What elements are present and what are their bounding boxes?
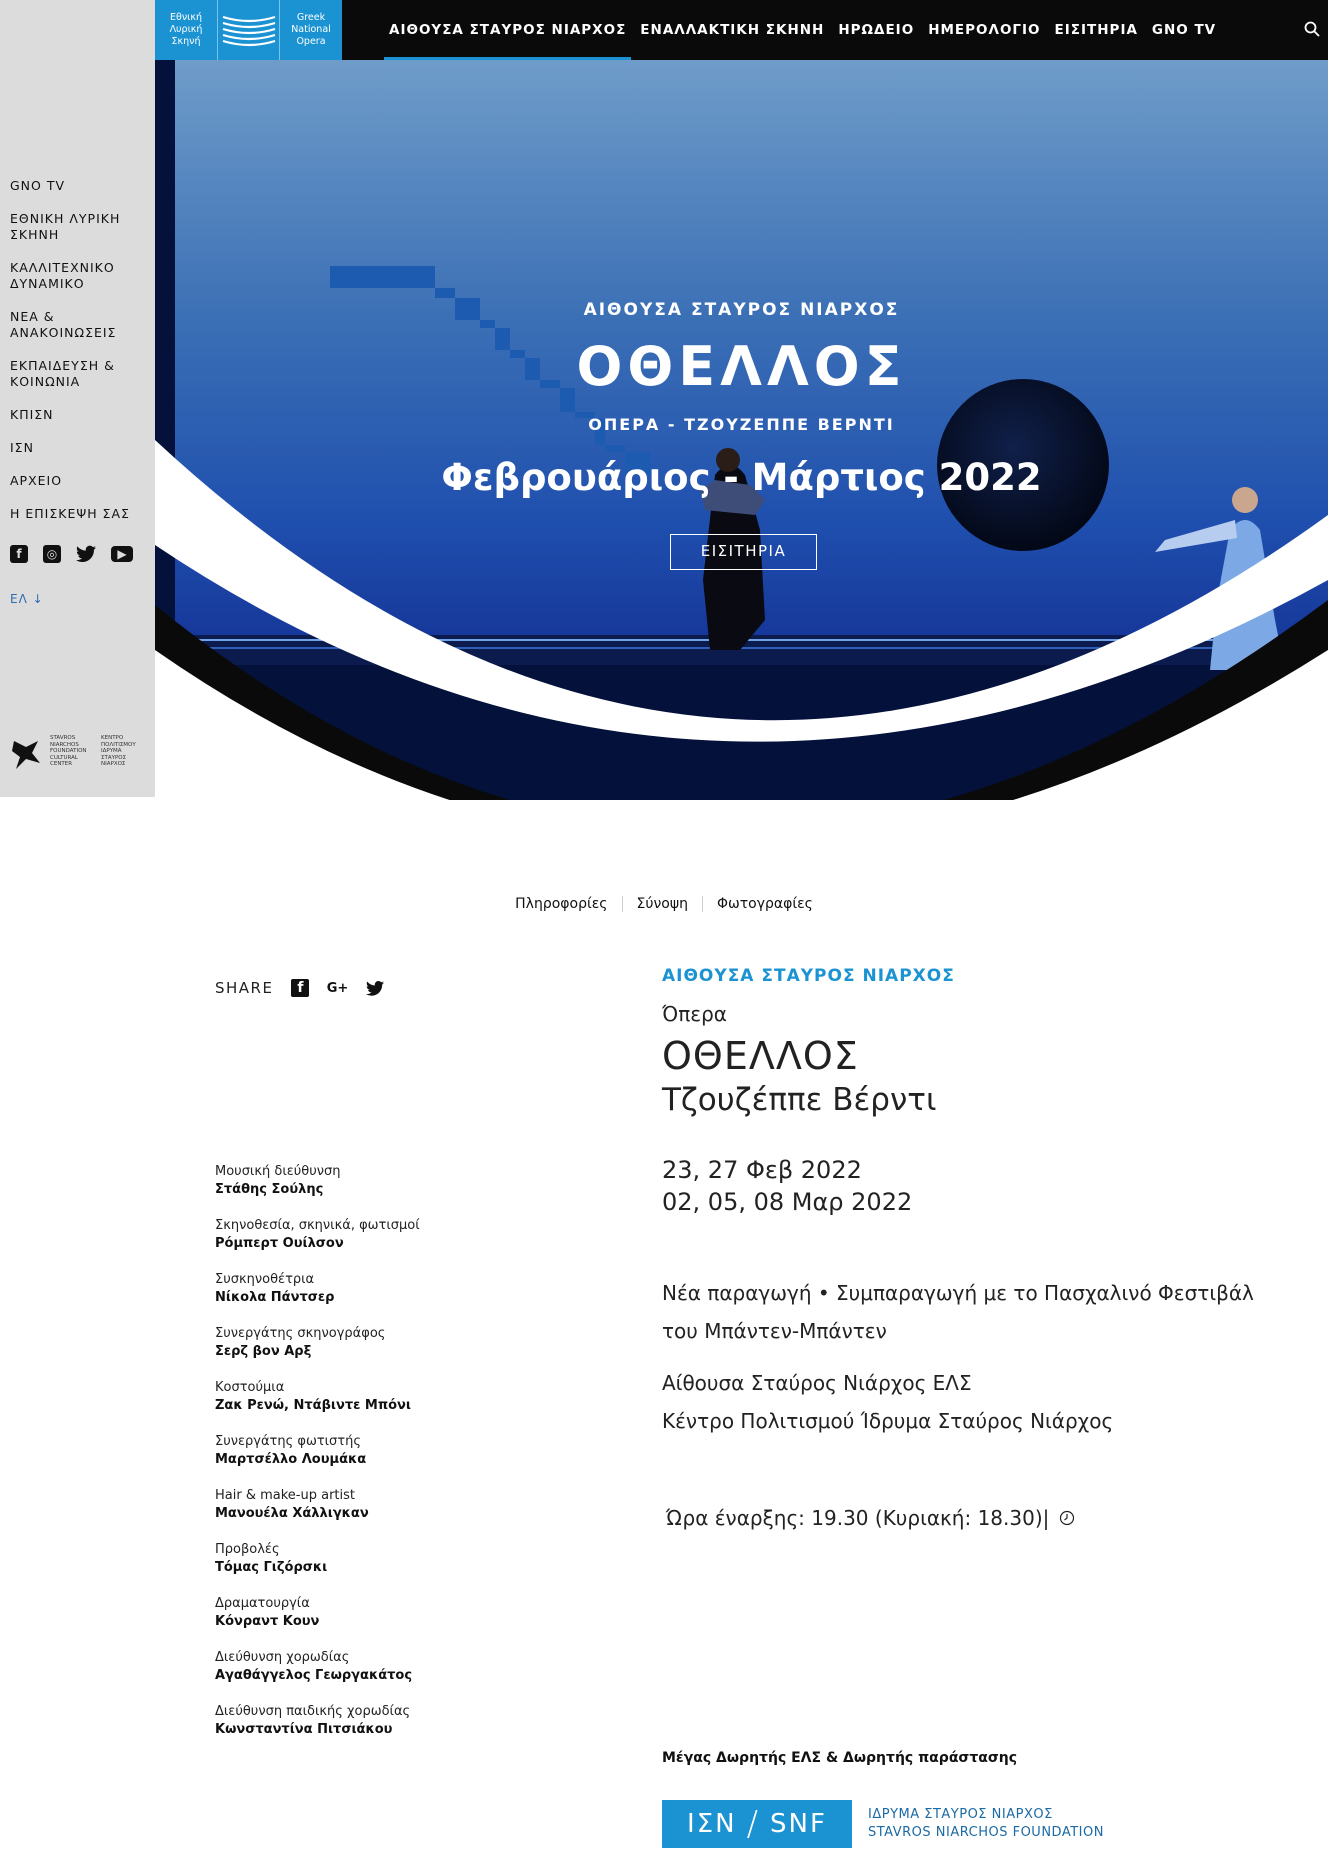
snfcc-mark-icon — [10, 735, 44, 775]
facebook-icon[interactable]: f — [10, 545, 28, 563]
credit-name: Μαρτσέλλο Λουμάκα — [215, 1452, 367, 1467]
credit-item — [215, 1649, 515, 1685]
info-production: Νέα παραγωγή • Συμπαραγωγή με το Πασχαλινό Φεστιβάλ του Μπάντεν-Μπάντεν — [662, 1281, 1254, 1343]
snfcc-text-gr: ΚΕΝΤΡΟ ΠΟΛΙΤΙΣΜΟΥ ΙΔΡΥΜΑ ΣΤΑΥΡΟΣ ΝΙΑΡΧΟΣ — [101, 735, 136, 767]
credit-item — [215, 1541, 515, 1577]
credit-role: Συσκηνοθέτρια — [215, 1272, 315, 1287]
info-place — [662, 1364, 1282, 1440]
credits-list — [215, 1163, 515, 1757]
performance-info — [662, 966, 1282, 1530]
logo-wave-icon — [217, 0, 280, 60]
credit-name: Στάθης Σούλης — [215, 1182, 324, 1197]
hero-venue: ΑΙΘΟΥΣΑ ΣΤΑΥΡΟΣ ΝΙΑΡΧΟΣ — [583, 300, 900, 320]
credit-name: Αγαθάγγελος Γεωργακάτος — [215, 1668, 413, 1683]
logo-text-english: Greek National Opera — [280, 0, 342, 60]
start-time-text: Ώρα έναρξης: 19.30 (Κυριακή: 18.30)| — [666, 1506, 1050, 1530]
sidebar-item-visit[interactable]: Η ΕΠΙΣΚΕΨΗ ΣΑΣ — [10, 506, 130, 521]
top-nav-menu — [389, 0, 1216, 60]
credit-name: Τόμας Γιζόρσκι — [215, 1560, 328, 1575]
credit-item — [215, 1487, 515, 1523]
hero-title: ΟΘΕΛΛΟΣ — [576, 335, 907, 398]
sidebar — [0, 0, 155, 797]
sidebar-item-national-opera[interactable]: ΕΘΝΙΚΗ ΛΥΡΙΚΗ ΣΚΗΝΗ — [10, 211, 121, 242]
credit-item — [215, 1271, 515, 1307]
nav-stavros-niarchos-hall[interactable]: ΑΙΘΟΥΣΑ ΣΤΑΥΡΟΣ ΝΙΑΡΧΟΣ — [389, 0, 626, 60]
sidebar-item-snfcc[interactable]: ΚΠΙΣΝ — [10, 407, 54, 422]
snf-name — [868, 1806, 1104, 1842]
credit-role: Μουσική διεύθυνση — [215, 1164, 341, 1179]
search-icon[interactable] — [1304, 21, 1320, 37]
info-venue[interactable]: ΑΙΘΟΥΣΑ ΣΤΑΥΡΟΣ ΝΙΑΡΧΟΣ — [662, 966, 955, 986]
credit-item — [215, 1703, 515, 1739]
credit-role: Σκηνοθεσία, σκηνικά, φωτισμοί — [215, 1218, 420, 1233]
sidebar-item-archive[interactable]: ΑΡΧΕΙΟ — [10, 473, 63, 488]
credit-role: Προβολές — [215, 1542, 280, 1557]
tab-synopsis[interactable]: Σύνοψη — [622, 896, 702, 912]
snf-logo-slash-icon: / — [746, 1804, 761, 1844]
credit-role: Συνεργάτης σκηνογράφος — [215, 1326, 386, 1341]
tickets-button[interactable]: ΕΙΣΙΤΗΡΙΑ — [670, 534, 817, 570]
sidebar-nav — [10, 178, 150, 539]
gno-logo[interactable] — [155, 0, 342, 60]
share-googleplus-icon[interactable]: G+ — [326, 980, 349, 996]
hero-dates: Φεβρουάριος - Μάρτιος 2022 — [441, 456, 1042, 499]
snf-name-en: STAVROS NIARCHOS FOUNDATION — [868, 1825, 1104, 1840]
credit-name: Ζακ Ρενώ, Ντάβιντε Μπόνι — [215, 1398, 411, 1413]
top-navigation-bar — [155, 0, 1328, 60]
share-twitter-icon[interactable] — [365, 978, 385, 998]
clock-icon — [1059, 1510, 1075, 1526]
language-switcher[interactable]: ΕΛ ↓ — [10, 592, 44, 606]
social-links — [10, 545, 133, 563]
credit-name: Μανουέλα Χάλλιγκαν — [215, 1506, 369, 1521]
snf-logo-gr: ΙΣΝ — [687, 1809, 737, 1839]
info-start-time — [662, 1506, 1282, 1530]
credit-item — [215, 1163, 515, 1199]
nav-calendar[interactable]: ΗΜΕΡΟΛΟΓΙΟ — [928, 22, 1041, 38]
tab-info[interactable]: Πληροφορίες — [515, 896, 608, 912]
sidebar-item-artistic-staff[interactable]: ΚΑΛΛΙΤΕΧΝΙΚΟ ΔΥΝΑΜΙΚΟ — [10, 260, 115, 291]
donor-label: Μέγας Δωρητής ΕΛΣ & Δωρητής παράστασης — [662, 1750, 1018, 1766]
info-genre: Όπερα — [662, 1002, 727, 1026]
logo-text-greek: Εθνική Λυρική Σκηνή — [155, 0, 217, 60]
share-facebook-icon[interactable]: f — [291, 979, 309, 997]
info-dates-line2: 02, 05, 08 Μαρ 2022 — [662, 1188, 913, 1216]
credit-name: Νίκολα Πάντσερ — [215, 1290, 335, 1305]
credit-item — [215, 1433, 515, 1469]
info-title: ΟΘΕΛΛΟΣ — [662, 1034, 859, 1078]
instagram-icon[interactable]: ◎ — [43, 545, 61, 563]
nav-odeon[interactable]: ΗΡΩΔΕΙΟ — [838, 22, 915, 38]
credit-role: Συνεργάτης φωτιστής — [215, 1434, 361, 1449]
content-tabs — [0, 896, 1328, 912]
twitter-icon[interactable] — [76, 545, 96, 563]
snfcc-text-en: STAVROS NIARCHOS FOUNDATION CULTURAL CENTER — [50, 735, 87, 767]
youtube-icon[interactable]: ▶ — [111, 546, 133, 562]
share-bar — [215, 978, 385, 998]
sidebar-item-gno-tv[interactable]: GNO TV — [10, 178, 66, 193]
credit-item — [215, 1595, 515, 1631]
credit-name: Κόνραντ Κουν — [215, 1614, 320, 1629]
sidebar-item-snf[interactable]: ΙΣΝ — [10, 440, 34, 455]
hero-subtitle: ΟΠΕΡΑ - ΤΖΟΥΖΕΠΠΕ ΒΕΡΝΤΙ — [588, 415, 895, 434]
hero-banner — [155, 60, 1328, 800]
snf-name-gr: ΙΔΡΥΜΑ ΣΤΑΥΡΟΣ ΝΙΑΡΧΟΣ — [868, 1807, 1053, 1822]
info-place-line1: Αίθουσα Σταύρος Νιάρχος ΕΛΣ — [662, 1371, 972, 1395]
credit-role: Κοστούμια — [215, 1380, 285, 1395]
nav-alternative-stage[interactable]: ΕΝΑΛΛΑΚΤΙΚΗ ΣΚΗΝΗ — [640, 22, 825, 38]
credit-name: Σερζ βον Αρξ — [215, 1344, 312, 1359]
credit-item — [215, 1379, 515, 1415]
info-dates-line1: 23, 27 Φεβ 2022 — [662, 1156, 862, 1184]
credit-role: Δραματουργία — [215, 1596, 310, 1611]
credit-name: Ρόμπερτ Ουίλσον — [215, 1236, 344, 1251]
snf-logo-en: SNF — [770, 1809, 827, 1839]
info-composer: Τζουζέππε Βέρντι — [662, 1082, 937, 1118]
snf-logo-box — [662, 1800, 852, 1848]
nav-gno-tv[interactable]: GNO TV — [1151, 22, 1217, 38]
credit-role: Hair & make-up artist — [215, 1488, 355, 1503]
credit-role: Διεύθυνση παιδικής χορωδίας — [215, 1704, 411, 1719]
snfcc-logo[interactable] — [10, 735, 146, 775]
share-label: SHARE — [215, 979, 274, 997]
nav-tickets[interactable]: ΕΙΣΙΤΗΡΙΑ — [1054, 22, 1138, 38]
credit-name: Κωνσταντίνα Πιτσιάκου — [215, 1722, 393, 1737]
credit-item — [215, 1325, 515, 1361]
sidebar-item-news[interactable]: ΝΕΑ & ΑΝΑΚΟΙΝΩΣΕΙΣ — [10, 309, 117, 340]
info-dates — [662, 1154, 1282, 1218]
credit-role: Διεύθυνση χορωδίας — [215, 1650, 350, 1665]
credit-item — [215, 1217, 515, 1253]
snf-sponsor-logo[interactable] — [662, 1800, 1104, 1848]
sidebar-item-education[interactable]: ΕΚΠΑΙΔΕΥΣΗ & ΚΟΙΝΩΝΙΑ — [10, 358, 115, 389]
info-place-line2: Κέντρο Πολιτισμού Ίδρυμα Σταύρος Νιάρχος — [662, 1409, 1114, 1433]
tab-photos[interactable]: Φωτογραφίες — [702, 896, 827, 912]
